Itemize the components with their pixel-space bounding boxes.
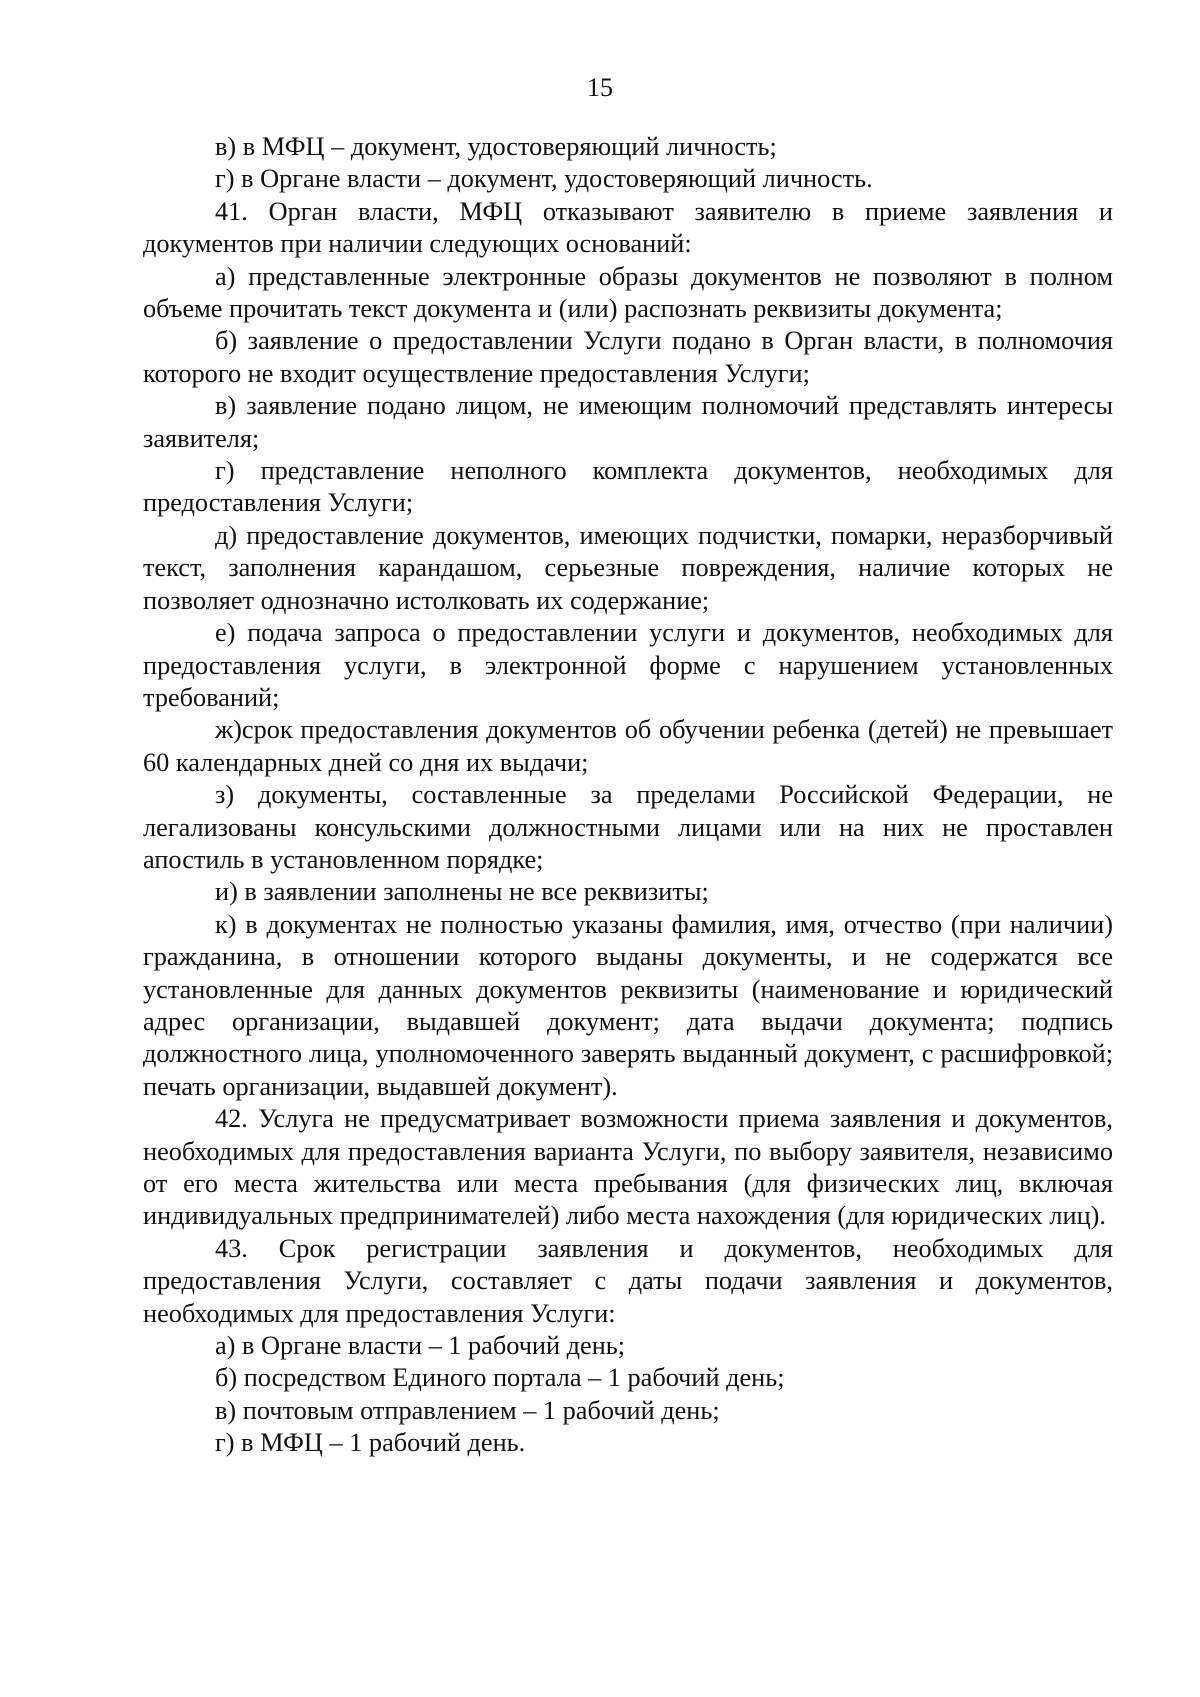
paragraph-41-z: з) документы, составленные за пределами Российской Федерации, не легализованы консульскими должностными лицами или на них не проставлен апостиль в установленном порядке;: [143, 780, 1113, 874]
paragraph-41-refusal-grounds: 41. Орган власти, МФЦ отказывают заявителю в приеме заявления и документов при наличии следующих оснований:: [143, 196, 1113, 259]
paragraph-41-zh: ж)срок предоставления документов об обучении ребенка (детей) не превышает 60 календарных дней со дня их выдачи;: [143, 715, 1113, 777]
paragraph-41-k: к) в документах не полностью указаны фамилия, имя, отчество (при наличии) гражданина, в отношении которого выданы документы, и не содержатся все установленные для данных документов реквизиты (наименование и юридический адрес организации, выдавшей документ; дата выдачи документа; подпись должностного лица, уполномоченного заверять выданный документ, с расшифровкой; печать организации, выдавшей документ).: [143, 909, 1113, 1101]
page-number: 15: [587, 73, 613, 102]
paragraph-43-v: в) почтовым отправлением – 1 рабочий день;: [215, 1395, 720, 1425]
paragraph-g-authority-identity: г) в Органе власти – документ, удостоверяющий личность.: [215, 164, 873, 194]
paragraph-42: 42. Услуга не предусматривает возможности приема заявления и документов, необходимых для предоставления варианта Услуги, по выбору заявителя, независимо от его места жительства или места пребывания (для физических лиц, включая индивидуальных предпринимателей) либо места нахождения (для юридических лиц).: [143, 1104, 1113, 1231]
paragraph-41-v: в) заявление подано лицом, не имеющим полномочий представлять интересы заявителя;: [143, 391, 1113, 453]
paragraph-43-b: б) посредством Единого портала – 1 рабочий день;: [215, 1363, 785, 1393]
paragraph-41-d: д) предоставление документов, имеющих подчистки, помарки, неразборчивый текст, заполнения карандашом, серьезные повреждения, наличие которых не позволяет однозначно истолковать их содержание;: [143, 520, 1113, 615]
paragraph-43-a: а) в Органе власти – 1 рабочий день;: [215, 1331, 626, 1361]
paragraph-43-g: г) в МФЦ – 1 рабочий день.: [215, 1428, 526, 1458]
paragraph-43: 43. Срок регистрации заявления и документов, необходимых для предоставления Услуги, составляет с даты подачи заявления и документов, необходимых для предоставления Услуги:: [143, 1233, 1113, 1328]
paragraph-41-i: и) в заявлении заполнены не все реквизиты;: [215, 877, 709, 907]
paragraph-41-a: а) представленные электронные образы документов не позволяют в полном объеме прочитать текст документа и (или) распознать реквизиты документа;: [143, 261, 1113, 324]
paragraph-v-mfc-identity: в) в МФЦ – документ, удостоверяющий личность;: [215, 132, 777, 161]
paragraph-41-b: б) заявление о предоставлении Услуги подано в Орган власти, в полномочия которого не входит осуществление предоставления Услуги;: [143, 326, 1113, 388]
paragraph-41-g: г) представление неполного комплекта документов, необходимых для предоставления Услуги;: [143, 456, 1113, 518]
paragraph-41-e: е) подача запроса о предоставлении услуги и документов, необходимых для предоставления услуги, в электронной форме с нарушением установленных требований;: [143, 618, 1113, 712]
document-body: [143, 131, 1113, 1460]
